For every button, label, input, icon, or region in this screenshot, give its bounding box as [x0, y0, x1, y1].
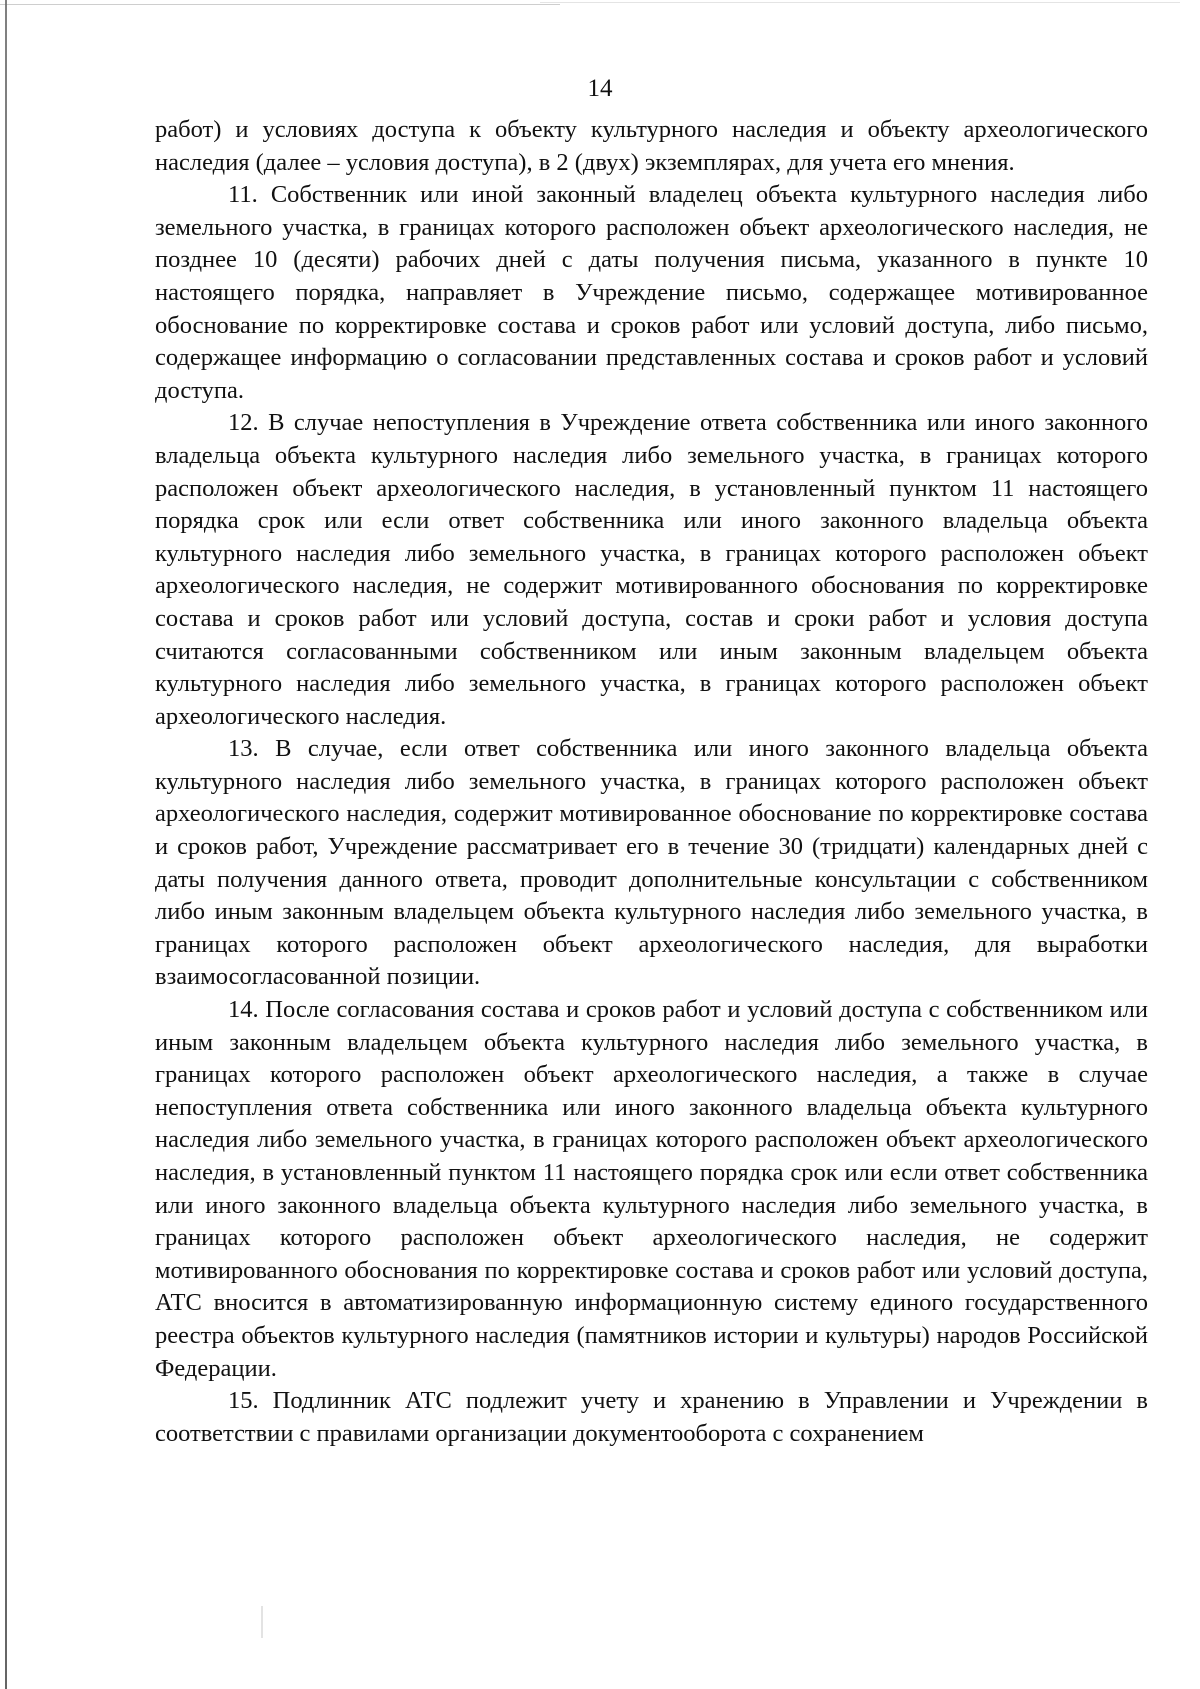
paragraph-12: 12. В случае непоступления в Учреждение ответа собственника или иного законного владельца объекта культурного наследия либо земельного участка, в границах которого расположен объект археологического наследия, в установленный пунктом 11 настоящего порядка срок или если ответ собственника или иного законного владельца объекта культурного наследия либо земельного участка, в границах которого расположен объект археологического наследия, не содержит мотивированного обоснования по корректировке состава и сроков работ или условий доступа, состав и сроки работ и условия доступа считаются согласованными собственником или иным законным владельцем объекта культурного наследия либо земельного участка, в границах которого расположен объект археологического наследия. [155, 409, 1148, 730]
scan-left-edge [5, 0, 7, 1689]
paragraph-15: 15. Подлинник АТС подлежит учету и хранению в Управлении и Учреждении в соответствии с правилами организации документооборота с сохранением [155, 1387, 1148, 1447]
scan-top-edge [0, 0, 560, 5]
document-body [155, 114, 1148, 1450]
paragraph-continuation: работ) и условиях доступа к объекту культурного наследия и объекту археологического наследия (далее – условия доступа), в 2 (двух) экземплярах, для учета его мнения. [155, 116, 1148, 176]
scan-bottom-mark [261, 1606, 263, 1638]
paragraph-14: 14. После согласования состава и сроков работ и условий доступа с собственником или иным законным владельцем объекта культурного наследия либо земельного участка, в границах которого расположен объект археологического наследия, а также в случае непоступления ответа собственника или иного законного владельца объекта культурного наследия либо земельного участка, в границах которого расположен объект археологического наследия, в установленный пунктом 11 настоящего порядка срок или если ответ собственника или иного законного владельца объекта культурного наследия либо земельного участка, в границах которого расположен объект археологического наследия, не содержит мотивированного обоснования по корректировке состава и сроков работ или условий доступа, АТС вносится в автоматизированную информационную систему единого государственного реестра объектов культурного наследия (памятников истории и культуры) народов Российской Федерации. [155, 996, 1148, 1382]
page-number: 14 [587, 75, 613, 102]
paragraph-11: 11. Собственник или иной законный владелец объекта культурного наследия либо земельного участка, в границах которого расположен объект археологического наследия, не позднее 10 (десяти) рабочих дней с даты получения письма, указанного в пункте 10 настоящего порядка, направляет в Учреждение письмо, содержащее мотивированное обоснование по корректировке состава и сроков работ или условий доступа, либо письмо, содержащее информацию о согласовании представленных состава и сроков работ и условий доступа. [155, 181, 1148, 404]
paragraph-13: 13. В случае, если ответ собственника или иного законного владельца объекта культурного наследия либо земельного участка, в границах которого расположен объект археологического наследия, содержит мотивированное обоснование по корректировке состава и сроков работ, Учреждение рассматривает его в течение 30 (тридцати) календарных дней с даты получения данного ответа, проводит дополнительные консультации с собственником либо иным законным владельцем объекта культурного наследия либо земельного участка, в границах которого расположен объект археологического наследия, для выработки взаимосогласованной позиции. [155, 735, 1148, 991]
scan-top-edge-right [540, 2, 1180, 3]
